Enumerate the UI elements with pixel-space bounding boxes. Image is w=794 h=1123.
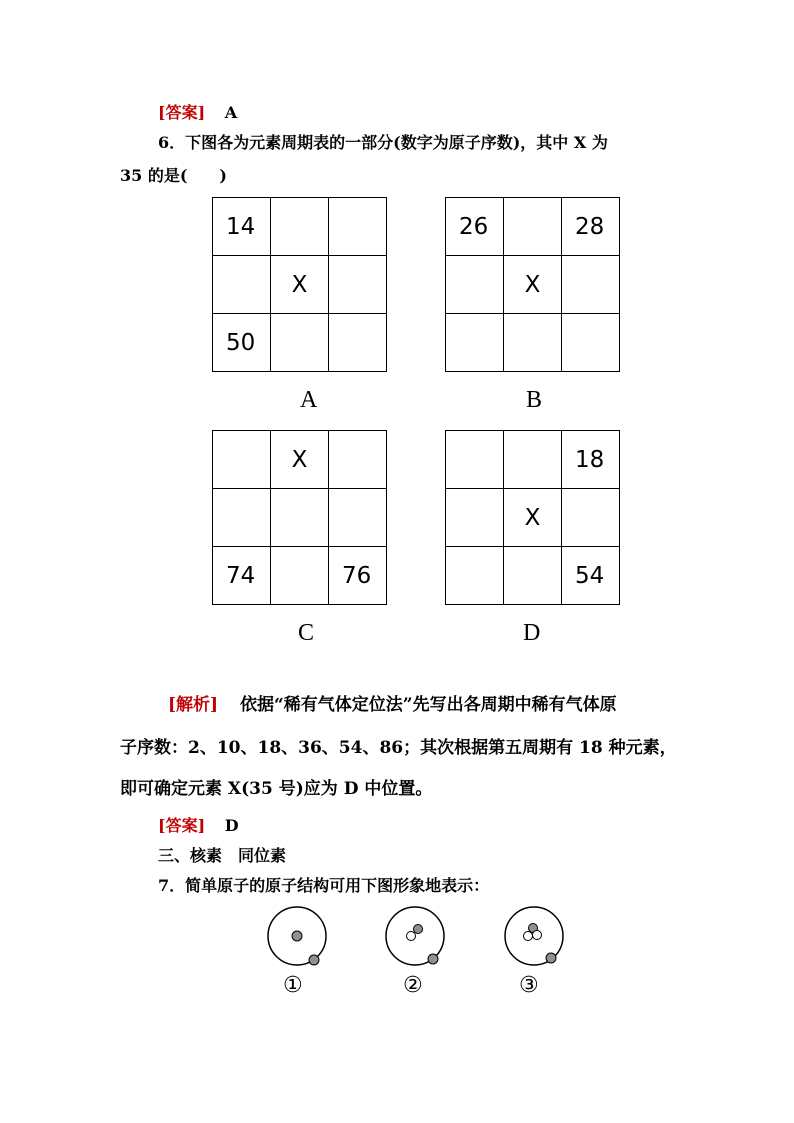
grid-cell: [446, 256, 504, 314]
answer-5: [158, 100, 237, 123]
section-heading: 三、核素 同位素: [158, 846, 287, 865]
neutron: [524, 932, 533, 941]
grid-cell: [213, 431, 271, 489]
grid-cell: [329, 489, 387, 547]
grid-cell: 28: [562, 198, 620, 256]
grid-cell: [271, 314, 329, 372]
neutron: [533, 931, 542, 940]
grid-cell: [271, 547, 329, 605]
grid-cell: [446, 547, 504, 605]
grid-cell: [446, 489, 504, 547]
grid-label-a: A: [300, 387, 318, 413]
grid-cell: 26: [446, 198, 504, 256]
grid-cell: [504, 547, 562, 605]
grid-cell: 50: [213, 314, 271, 372]
grid-cell: [562, 489, 620, 547]
question-6-line-1: 6．下图各为元素周期表的一部分(数字为原子序数)，其中 X 为: [158, 133, 608, 152]
proton: [414, 925, 423, 934]
grid-cell: [329, 314, 387, 372]
proton: [292, 931, 302, 941]
grid-cell: X: [504, 489, 562, 547]
atom-diagram-1: [262, 903, 332, 973]
grid-cell: 74: [213, 547, 271, 605]
periodic-grid-a: [212, 197, 387, 372]
grid-cell: [213, 256, 271, 314]
periodic-grid-d: [445, 430, 620, 605]
grid-label-d: D: [523, 620, 541, 646]
periodic-grid-c: [212, 430, 387, 605]
electron: [309, 955, 319, 965]
grid-cell: 14: [213, 198, 271, 256]
answer-tag: [答案]: [158, 103, 206, 122]
atom-diagram-2: [380, 903, 450, 973]
grid-cell: X: [504, 256, 562, 314]
question-7: 7．简单原子的原子结构可用下图形象地表示：: [158, 876, 490, 895]
grid-cell: [446, 431, 504, 489]
grid-cell: [504, 431, 562, 489]
grid-cell: [562, 256, 620, 314]
grid-cell: [504, 198, 562, 256]
grid-cell: 54: [562, 547, 620, 605]
electron: [428, 954, 438, 964]
grid-cell: [271, 489, 329, 547]
answer-6: [158, 813, 239, 836]
atom-label-1: ①: [283, 973, 303, 998]
grid-cell: [329, 198, 387, 256]
analysis-tag: [解析]: [168, 695, 219, 715]
grid-cell: X: [271, 431, 329, 489]
question-6-line-2: 35 的是( ): [120, 166, 227, 185]
grid-cell: [271, 198, 329, 256]
grid-label-c: C: [298, 620, 315, 646]
atom-diagram-3: [499, 903, 569, 973]
periodic-grid-b: [445, 197, 620, 372]
answer-tag: [答案]: [158, 816, 206, 835]
analysis-text-1: 依据“稀有气体定位法”先写出各周期中稀有气体原: [240, 695, 617, 715]
neutron: [407, 932, 416, 941]
grid-cell: 18: [562, 431, 620, 489]
answer-value: A: [224, 103, 238, 122]
atom-label-2: ②: [403, 973, 423, 998]
grid-label-b: B: [526, 387, 543, 413]
grid-cell: [329, 256, 387, 314]
grid-cell: 76: [329, 547, 387, 605]
analysis-line-2: 子序数：2、10、18、36、54、86；其次根据第五周期有 18 种元素，: [120, 738, 677, 758]
grid-cell: X: [271, 256, 329, 314]
grid-cell: [562, 314, 620, 372]
electron: [546, 953, 556, 963]
grid-cell: [504, 314, 562, 372]
grid-cell: [329, 431, 387, 489]
atom-label-3: ③: [519, 973, 539, 998]
answer-value: D: [224, 816, 239, 835]
grid-cell: [446, 314, 504, 372]
analysis-line-3: 即可确定元素 X(35 号)应为 D 中位置。: [120, 779, 433, 799]
analysis-line-1: [168, 690, 617, 715]
grid-cell: [213, 489, 271, 547]
